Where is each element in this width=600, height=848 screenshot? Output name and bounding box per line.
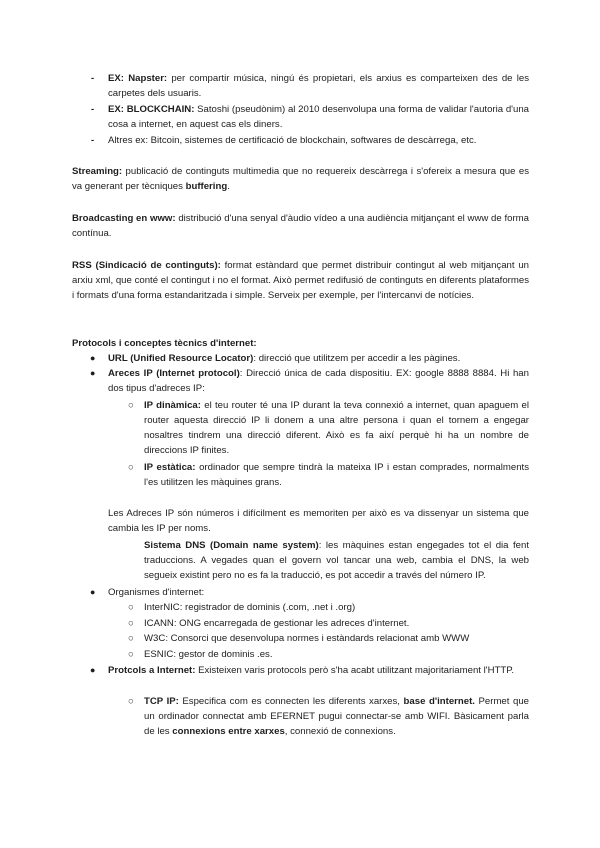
bullet-marker: ● [90,665,96,675]
item-text: Altres ex: Bitcoin, sistemes de certificació de blockchain, softwares de descàrrega, etc. [108,135,477,146]
term: RSS (Sindicació de continguts): [72,260,221,271]
bold-term: buffering [185,181,228,192]
list-item-ip-dynamic [144,398,529,458]
paragraph-text: distribució d'una senyal d'àudio vídeo a una audiència mitjançant el www de forma contínua. [72,213,529,239]
ip-note-paragraph [108,506,529,536]
dash-marker: - [91,73,95,84]
item-text: Existeixen varis protocols però s'ha acabt utilitzant majoritariament l'HTTP. [195,665,515,676]
item-text: InterNIC: registrador de dominis (.com, .net i .org) [144,602,356,613]
list-item-ip [108,366,529,396]
item-text: Especifica com es connecten les diferents xarxes, [178,696,404,707]
sub-bullet-marker: ○ [128,618,134,629]
item-text: Permet que un ordinador connectat amb EFERNET pugui connectar-se amb WIFI. Bàsicament parla de les [144,696,529,737]
item-text: ICANN: ONG encarregada de gestionar les adreces d'internet. [144,618,410,629]
sub-bullet-marker: ○ [128,602,134,613]
bold-term: connexions entre xarxes [172,726,285,737]
list-item-ip-static [144,460,529,490]
sub-bullet-marker: ○ [128,633,134,644]
heading-text: Protocols i conceptes tècnics d'internet: [72,338,257,349]
list-item-tcp-ip [144,694,529,739]
term: Streaming: [72,166,123,177]
org-item [144,600,355,615]
term: Sistema DNS (Domain name system) [144,540,319,551]
list-item [108,133,476,148]
sub-bullet-marker: ○ [128,462,134,473]
bullet-marker: ● [90,368,96,378]
item-text: , connexió de connexions. [284,726,396,737]
dns-paragraph [144,538,529,583]
org-item [144,647,273,662]
paragraph-text: . [227,181,230,192]
list-item-internet-protocols [108,663,529,678]
rss-paragraph [72,258,529,303]
paragraph-text: Les Adreces IP són números i difícilment es memoriten per això es va dissenyar un sistema que cambia les IP per noms. [108,508,529,534]
sub-bullet-marker: ○ [128,400,134,411]
bold-term: base d'internet. [403,696,475,707]
term: IP dinàmica: [144,400,201,411]
item-label: EX: BLOCKCHAIN: [108,104,195,115]
term: IP estàtica: [144,462,196,473]
dash-marker: - [91,104,95,115]
term: Protcols a Internet: [108,665,196,676]
item-text: : direcció que utilitzem per accedir a les pàgines. [253,353,461,364]
section-heading [72,336,257,351]
item-label: EX: Napster: [108,73,168,84]
item-text: ordinador que sempre tindrà la mateixa IP i estan comprades, normalments l'es utilitzen les màquines grans. [144,462,529,488]
sub-bullet-marker: ○ [128,649,134,660]
paragraph-text: publicació de continguts multimedia que no requereix descàrrega i s'ofereix a mesura que es va generant per tècniques [72,166,529,192]
broadcasting-paragraph [72,211,529,241]
list-item-orgs [108,585,204,600]
item-text: : Direcció única de cada dispositiu. EX: google 8888 8884. Hi han dos tipus d'adreces IP: [108,368,529,394]
sub-bullet-marker: ○ [128,696,134,707]
bullet-marker: ● [90,587,96,597]
item-text: Organismes d'internet: [108,587,205,598]
list-item [108,71,529,101]
paragraph-text: : les màquines estan engegades tot el dia fent traduccions. A vegades quan el govern vol tancar una web, cambia el DNS, la web segueix existint pero no es fa la traducció, es pot accedir a través del número IP. [144,540,529,581]
term: Broadcasting en www: [72,213,176,224]
item-text: W3C: Consorci que desenvolupa normes i estàndards relacionat amb WWW [144,633,470,644]
term: URL (Unified Resource Locator) [108,353,254,364]
item-text: per compartir música, ningú és propietari, els arxius es comparteixen des de les carpetes dels usuaris. [108,73,529,99]
item-text: Satoshi (pseudònim) al 2010 desenvolupa una forma de validar l'autoria d'una cosa a internet, en aquest cas els diners. [108,104,530,130]
org-item [144,616,409,631]
list-item [108,102,529,132]
term: TCP IP: [144,696,179,707]
dash-marker: - [91,135,95,146]
streaming-paragraph [72,164,529,194]
item-text: ESNIC: gestor de dominis .es. [144,649,273,660]
list-item-url [108,351,460,366]
item-text: el teu router té una IP durant la teva connexió a internet, quan apaguem el router aquesta direcció IP li donem a una altre persona i quan el tornem a engegar nosaltres tindrem una direcció diferent. Això es fa així perquè hi ha un nombre de direccions IP finites. [144,400,529,456]
paragraph-text: format estàndard que permet distribuir contingut al web mitjançant un arxiu xml, que conté el contingut i no el format. Això permet redifusió de continguts en diferents plataformes i formats d'una forma estandaritzada i simple. Serveix per exemple, per l'intercanvi de notícies. [72,260,529,301]
bullet-marker: ● [90,353,96,363]
term: Areces IP (Internet protocol) [108,368,240,379]
org-item [144,631,469,646]
